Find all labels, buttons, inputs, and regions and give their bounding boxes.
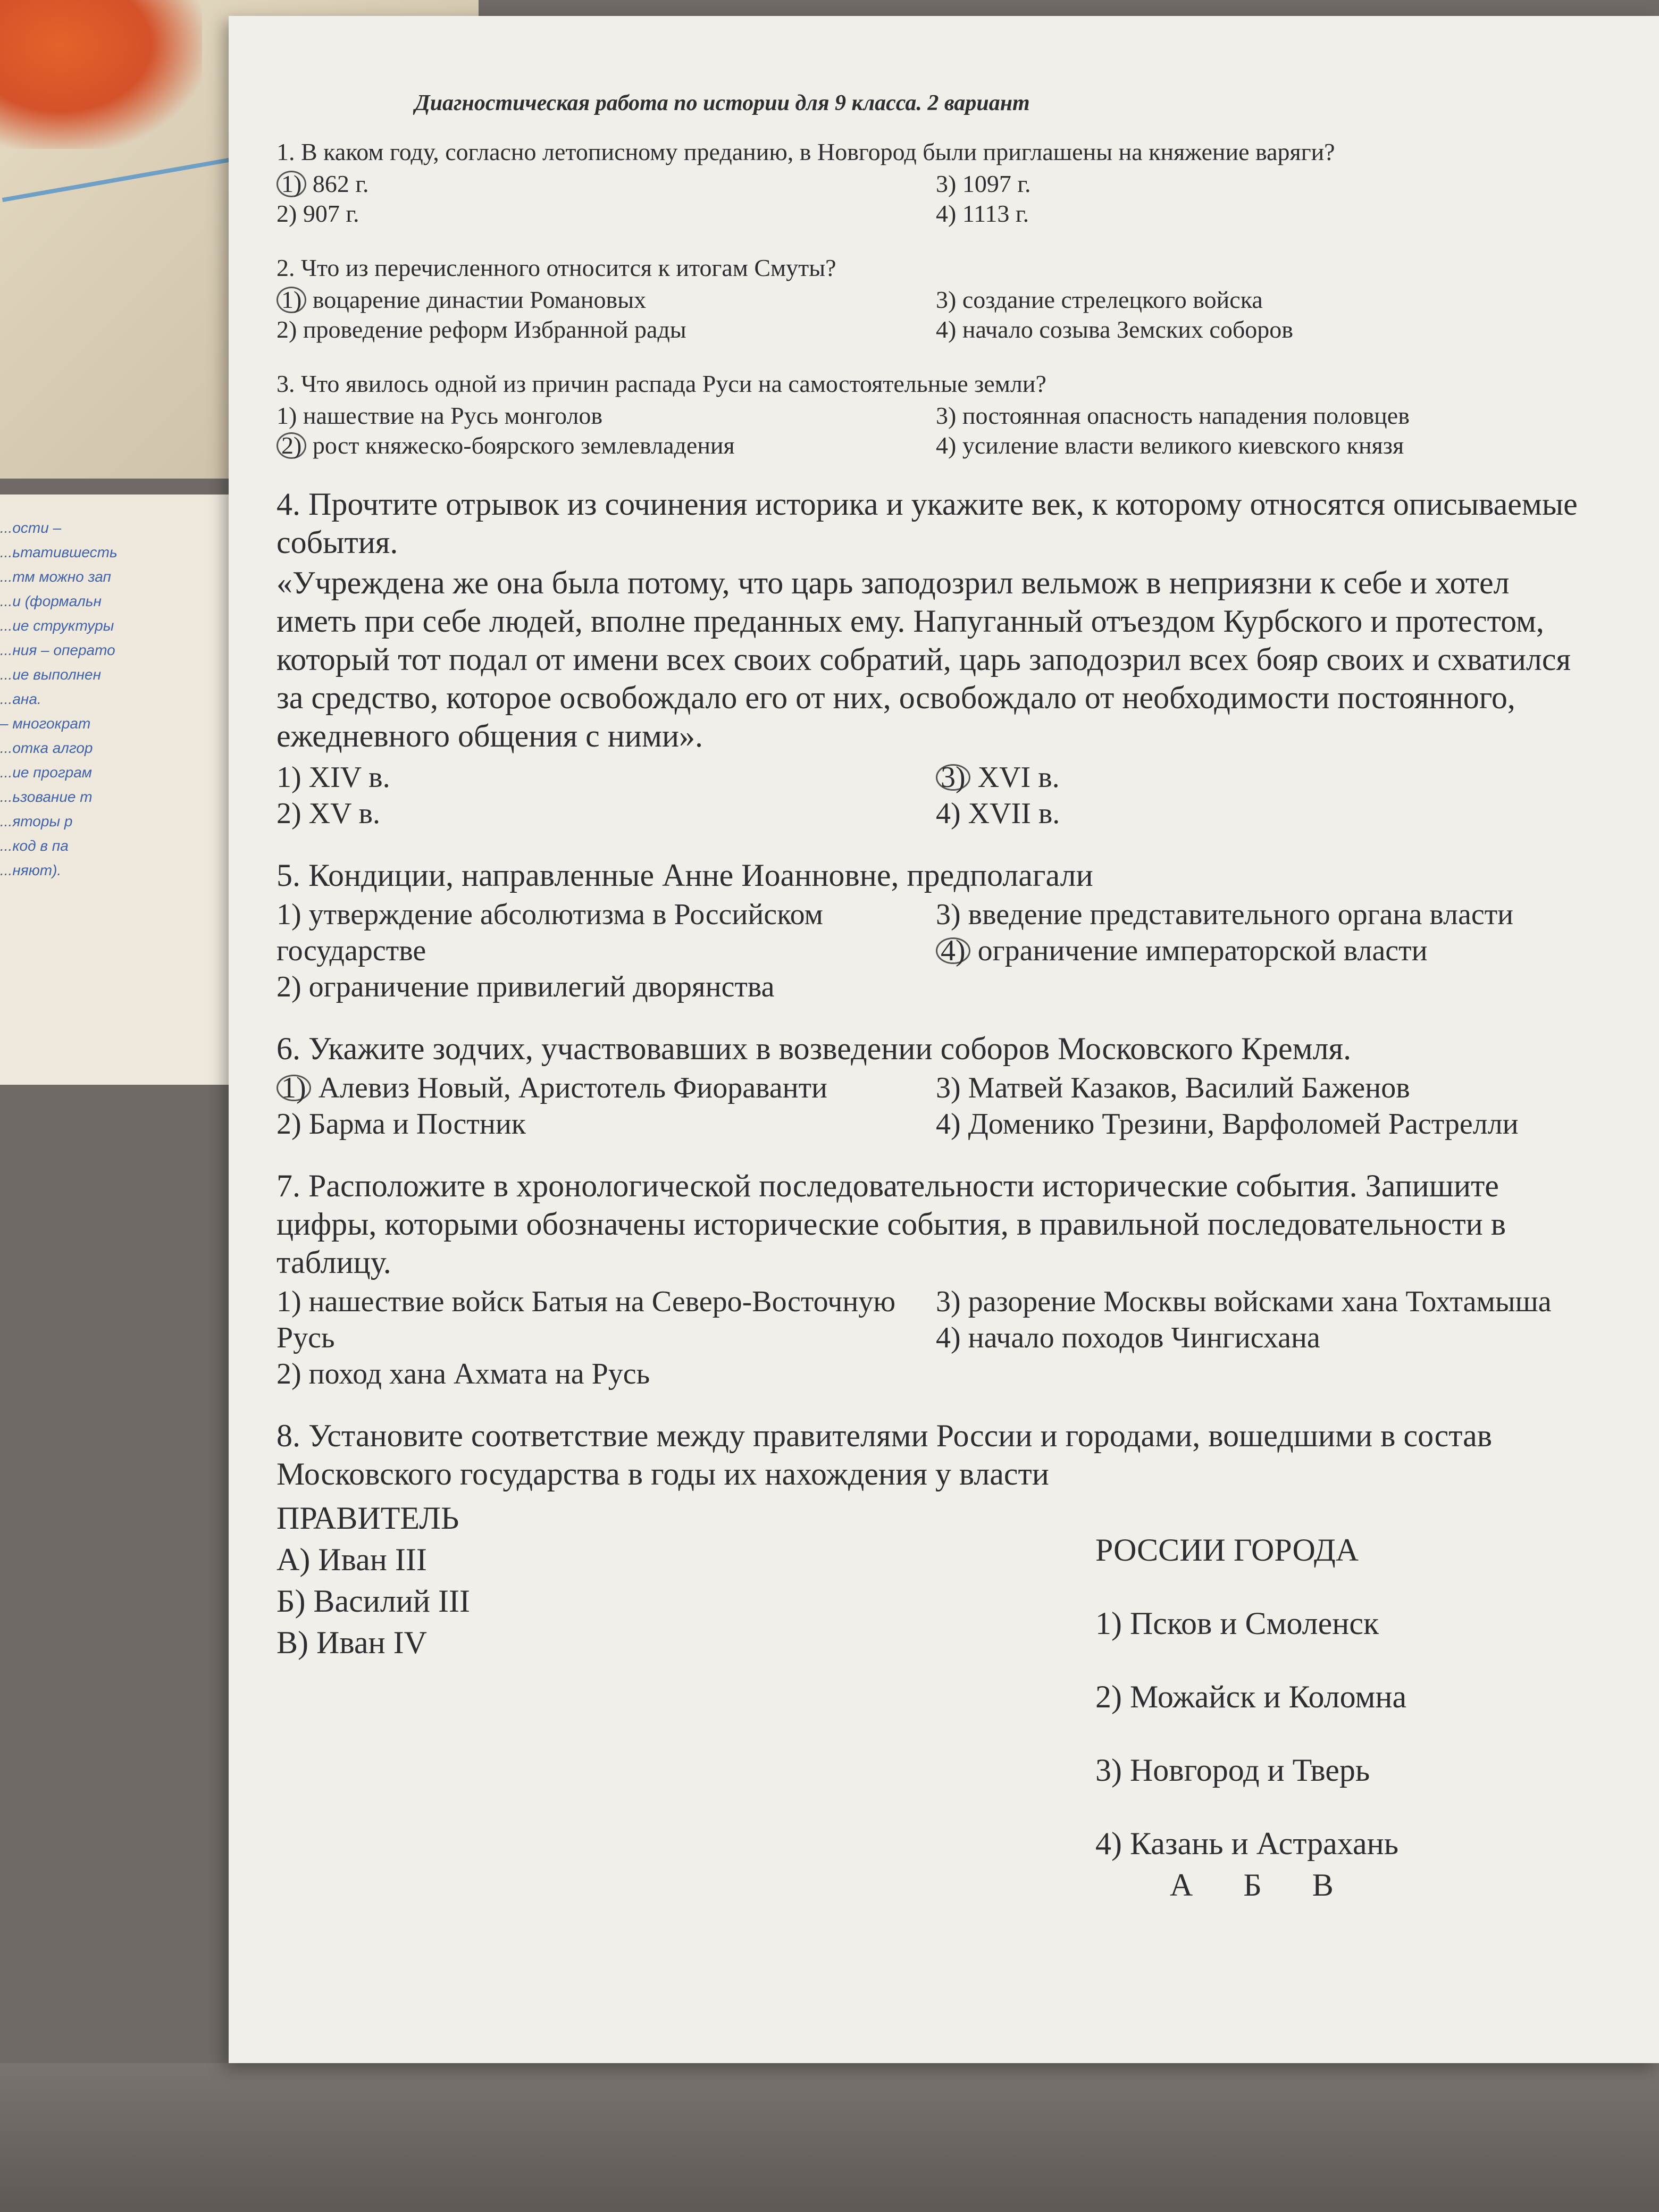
answer-option [276, 1106, 915, 1142]
options-right-column [936, 759, 1563, 832]
option-text: постоянная опасность нападения половцев [956, 402, 1410, 429]
options-right-column [936, 896, 1563, 1005]
rulers-header: ПРАВИТЕЛЬ [276, 1501, 459, 1536]
cities-header: РОССИИ ГОРОДА [1095, 1532, 1359, 1568]
circled-option-number: 2) [276, 432, 306, 459]
option-text: 1113 г. [956, 200, 1029, 227]
answer-options [276, 285, 1595, 345]
option-text: XV в. [301, 797, 380, 830]
option-number: 4) [936, 200, 957, 227]
option-text: разорение Москвы войсками хана Тохтамыша [960, 1285, 1552, 1318]
book-text-line: ...няют). [0, 862, 62, 878]
options-right-column [936, 1070, 1563, 1142]
sheet-content [276, 90, 1595, 1930]
option-number: 1) [276, 1285, 301, 1318]
answer-option [936, 285, 1563, 315]
option-text: Алевиз Новый, Аристотель Фиораванти [311, 1071, 828, 1104]
rulers-column [276, 1497, 915, 1906]
background-table-surface [0, 2063, 1659, 2212]
book-text-line: ...ие структуры [0, 617, 114, 634]
ruler-item: А) Иван III [276, 1542, 427, 1577]
option-text: Доменико Трезини, Варфоломей Растрелли [960, 1108, 1519, 1141]
option-number: 4) [936, 1108, 961, 1141]
cities-column [936, 1497, 1574, 1906]
answer-option [276, 969, 915, 1005]
book-text-line: ...ьтатившесть [0, 544, 118, 560]
options-left-column [276, 1070, 915, 1142]
option-text: 1097 г. [956, 170, 1031, 197]
option-text: XIV в. [301, 761, 390, 794]
option-number: 3) [936, 286, 957, 313]
book-text-line: ...ния – операто [0, 642, 115, 658]
questions-list [276, 137, 1595, 1392]
book-text-column [0, 516, 213, 883]
answer-option [276, 795, 915, 832]
option-number: 2) [276, 1358, 301, 1390]
answer-options [276, 896, 1595, 1005]
option-text: XVII в. [960, 797, 1060, 830]
circled-option-number: 4) [936, 937, 970, 964]
answer-option [276, 431, 915, 460]
book-text-line: ...ие програм [0, 764, 92, 781]
city-item: 1) Псков и Смоленск [1095, 1606, 1379, 1641]
question-2 [276, 253, 1595, 345]
option-number: 1) [276, 402, 297, 429]
question-text: 7. Расположите в хронологической последовательности исторические события. Запишите цифры, которыми обозначены исторические события, в правильной последовательности в таблицу. [276, 1168, 1506, 1280]
answer-option [936, 795, 1563, 832]
option-text: ограничение императорской власти [970, 934, 1428, 967]
options-left-column [276, 1284, 915, 1392]
option-text: поход хана Ахмата на Русь [301, 1358, 650, 1390]
circled-option-number: 1) [276, 287, 306, 313]
book-text-line: ...тм можно зап [0, 568, 111, 585]
question-text: 4. Прочтите отрывок из сочинения историка и укажите век, к которому относятся описываемые события. [276, 487, 1578, 560]
city-item: 4) Казань и Астрахань [1095, 1826, 1399, 1861]
option-number: 2) [276, 797, 301, 830]
answer-option [936, 169, 1563, 199]
city-item: 3) Новгород и Тверь [1095, 1753, 1370, 1788]
circled-option-number: 1) [276, 1075, 311, 1101]
options-right-column [936, 1284, 1563, 1392]
option-text: нашествие на Русь монголов [297, 402, 603, 429]
answer-options [276, 1070, 1595, 1142]
option-text: Барма и Постник [301, 1108, 526, 1141]
question-5 [276, 856, 1595, 1005]
question-3 [276, 369, 1595, 460]
map-region-orange [0, 0, 202, 149]
answer-options [276, 1284, 1595, 1392]
book-text-line: ...код в па [0, 837, 69, 854]
options-right-column [936, 285, 1563, 345]
answer-option [276, 759, 915, 795]
answer-options [276, 169, 1595, 229]
answer-option [936, 315, 1563, 345]
option-number: 4) [936, 432, 957, 459]
book-text-line: ...ости – [0, 520, 62, 536]
option-number: 2) [276, 970, 301, 1003]
option-number: 4) [936, 316, 957, 343]
answer-option [276, 199, 915, 229]
option-number: 4) [936, 1321, 961, 1354]
option-number: 3) [936, 170, 957, 197]
question-text: 3. Что явилось одной из причин распада Руси на самостоятельные земли? [276, 370, 1046, 397]
answer-option [936, 199, 1563, 229]
option-text: начало походов Чингисхана [960, 1321, 1320, 1354]
option-text: усиление власти великого киевского князя [956, 432, 1404, 459]
option-number: 3) [936, 1071, 961, 1104]
option-number: 2) [276, 316, 297, 343]
circled-option-number: 3) [936, 764, 970, 791]
answer-option [936, 896, 1563, 933]
answer-option [936, 933, 1563, 969]
answer-option [276, 315, 915, 345]
answer-option [276, 401, 915, 431]
book-text-line: ...ие выполнен [0, 666, 102, 683]
option-number: 1) [276, 898, 301, 931]
answer-options [276, 401, 1595, 460]
matching-table [276, 1497, 1595, 1906]
question-1 [276, 137, 1595, 229]
options-left-column [276, 285, 915, 345]
city-item: 2) Можайск и Коломна [1095, 1679, 1407, 1714]
option-text: воцарение династии Романовых [306, 286, 647, 313]
options-left-column [276, 896, 915, 1005]
question-6 [276, 1029, 1595, 1142]
option-text: утверждение абсолютизма в Российском государстве [276, 898, 823, 967]
answer-option [276, 1284, 915, 1356]
book-text-line: ...ана. [0, 691, 41, 707]
question-4 [276, 485, 1595, 832]
answer-options [276, 759, 1595, 832]
ruler-item: Б) Василий III [276, 1583, 470, 1619]
answer-option [936, 1284, 1563, 1320]
option-text: 907 г. [297, 200, 359, 227]
circled-option-number: 1) [276, 171, 306, 197]
city-item-last [1053, 1823, 1574, 1906]
answer-option [276, 1070, 915, 1106]
book-text-line: ...яторы р [0, 813, 73, 830]
option-number: 3) [936, 1285, 961, 1318]
option-text: нашествие войск Батыя на Северо-Восточную Русь [276, 1285, 896, 1354]
option-number: 1) [276, 761, 301, 794]
option-text: Матвей Казаков, Василий Баженов [960, 1071, 1410, 1104]
historian-excerpt: «Учреждена же она была потому, что царь заподозрил вельмож в неприязни к себе и хотел иметь при себе людей, вполне преданных ему. Напуганный отъездом Курбского и протестом, который тот подал от имени всех своих собратий, царь заподозрил всех бояр своих и схватился за средство, которое освобождало его от них, освобождало от необходимости постоянного, ежедневного общения с ними». [276, 565, 1571, 753]
question-text: 1. В каком году, согласно летописному преданию, в Новгород были приглашены на княжение варяги? [276, 138, 1335, 165]
question-8-text: 8. Установите соответствие между правителями России и городами, вошедшими в состав Московского государства в годы их нахождения у власти [276, 1418, 1493, 1492]
answer-option [936, 431, 1563, 460]
answer-option [276, 896, 915, 969]
question-text: 6. Укажите зодчих, участвовавших в возведении соборов Московского Кремля. [276, 1031, 1352, 1066]
option-text: проведение реформ Избранной рады [297, 316, 686, 343]
option-number: 2) [276, 1108, 301, 1141]
options-right-column [936, 169, 1563, 229]
answer-option [276, 1356, 915, 1392]
question-7 [276, 1167, 1595, 1392]
options-right-column [936, 401, 1563, 460]
ruler-item: В) Иван IV [276, 1625, 427, 1660]
answer-option [936, 759, 1563, 795]
option-text: рост княжеско-боярского землевладения [306, 432, 735, 459]
book-text-line: ...ьзование т [0, 789, 93, 805]
option-text: ограничение привилегий дворянства [301, 970, 775, 1003]
options-left-column [276, 401, 915, 460]
option-number: 2) [276, 200, 297, 227]
options-left-column [276, 169, 915, 229]
answer-option [276, 285, 915, 315]
option-number: 3) [936, 402, 957, 429]
answer-option [936, 1070, 1563, 1106]
question-text: 2. Что из перечисленного относится к итогам Смуты? [276, 254, 836, 281]
answer-option [936, 1320, 1563, 1356]
option-text: создание стрелецкого войска [956, 286, 1263, 313]
option-text: XVI в. [970, 761, 1060, 794]
option-number: 4) [936, 797, 961, 830]
answer-option [276, 169, 915, 199]
question-text: 5. Кондиции, направленные Анне Иоанновне, предполагали [276, 858, 1093, 893]
option-number: 3) [936, 898, 961, 931]
question-8 [276, 1417, 1595, 1906]
sheet-title: Диагностическая работа по истории для 9 класса. 2 вариант [415, 91, 1030, 115]
book-text-line: – многократ [0, 715, 91, 732]
book-text-line: ...отка алгор [0, 740, 93, 756]
option-text: начало созыва Земских соборов [956, 316, 1293, 343]
option-text: введение представительного органа власти [960, 898, 1514, 931]
answer-option [936, 1106, 1563, 1142]
options-left-column [276, 759, 915, 832]
answer-letters: А Б В [1170, 1867, 1355, 1903]
book-text-line: ...и (формальн [0, 593, 102, 609]
answer-option [936, 401, 1563, 431]
option-text: 862 г. [306, 170, 369, 197]
